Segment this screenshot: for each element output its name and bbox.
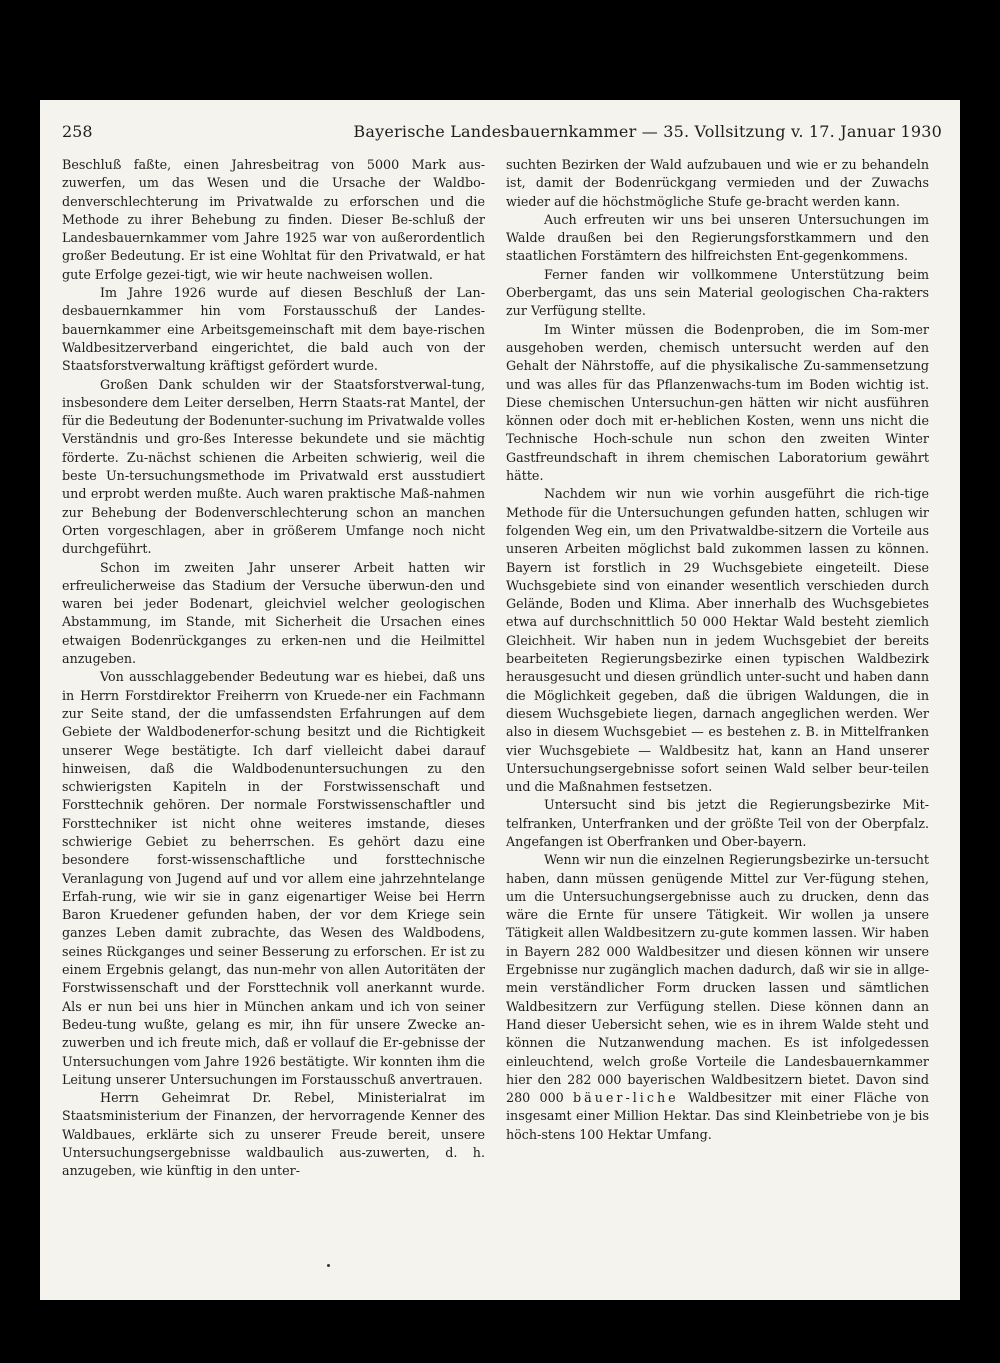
paragraph: Herrn Geheimrat Dr. Rebel, Ministerialrat im Staatsministerium der Finanzen, der hervorragende Kenner des Waldbaues, erklärte sich zu unserer Freude bereit, unsere Untersuchungsergebnisse waldbaulich aus-zuwerten, d. h. anzugeben, wie künftig in den unter- — [62, 1090, 485, 1179]
paragraph: Ferner fanden wir vollkommene Unterstützung beim Oberbergamt, das uns sein Material geologischen Cha-rakters zur Verfügung stellte. — [506, 266, 929, 319]
paragraph: Von ausschlaggebender Bedeutung war es hiebei, daß uns in Herrn Forstdirektor Freiherrn von Kruede-ner ein Fachmann zur Seite stand, der die umfassendsten Erfahrungen auf dem Gebiete der Waldbodenerfor-schung besitzt und die Richtigkeit unserer Wege bestätigte. Ich darf vielleicht dabei darauf hinweisen, daß die Waldbodenuntersuchungen zu den schwierigsten Kapiteln in der Forstwissenschaft und Forsttechnik gehören. Der normale Forstwissenschaftler und Forsttechniker ist nicht ohne weiteres imstande, dieses schwierige Gebiet zu beherrschen. Es gehört dazu eine besondere forst-wissenschaftliche und forsttechnische Veranlagung von Jugend auf und vor allem eine jahrzehntelange Erfah-rung, wie wir sie in ganz eigenartiger Weise bei Herrn Baron Kruedener gefunden haben, der vor dem Kriege sein ganzes Leben damit zubrachte, das Wesen des Waldbodens, seines Rückganges und seiner Besserung zu erforschen. Er ist zu einem Ergebnis gelangt, das nun-mehr von allen Autoritäten der Forstwissenschaft und der Forsttechnik voll anerkannt wurde. Als er nun bei uns hier in München ankam und ich von seiner Bedeu-tung wußte, gelang es mir, ihn für unsere Zwecke an-zuwerben und ich freute mich, daß er vollauf die Er-gebnisse der Untersuchungen vom Jahre 1926 bestätigte. Wir konnten ihm die Leitung unserer Untersuchungen im Forstausschuß anvertrauen. — [62, 669, 485, 1087]
running-head: Bayerische Landesbauernkammer — 35. Vollsitzung v. 17. Januar 1930 — [353, 122, 942, 141]
paragraph: Schon im zweiten Jahr unserer Arbeit hatten wir erfreulicherweise das Stadium der Versuche überwun-den und waren bei jeder Bodenart, gleichviel welcher geologischen Abstammung, im Stande, mit Sicherheit die Ursachen eines etwaigen Bodenrückganges zu erken-nen und die Heilmittel anzugeben. — [62, 559, 485, 667]
paragraph: suchten Bezirken der Wald aufzubauen und wie er zu behandeln ist, damit der Bodenrückgang vermieden und der Zuwachs wieder auf die höchstmögliche Stufe ge-bracht werden kann. — [506, 157, 929, 209]
paragraph: Großen Dank schulden wir der Staatsforstverwal-tung, insbesondere dem Leiter derselben, Herrn Staats-rat Mantel, der für die Bedeutung der Bodenunter-suchung im Privatwalde volles Verständnis und gro-ßes Interesse bekundete und sie mächtig förderte. Zu-nächst schienen die Arbeiten schwierig, weil die beste Un-tersuchungsmethode im Privatwald erst ausstudiert und erprobt werden mußte. Auch waren praktische Maß-nahmen zur Behebung der Bodenverschlechterung schon an manchen Orten vorgeschlagen, aber in größerem Umfange noch nicht durchgeführt. — [62, 376, 485, 557]
paragraph-text: Wenn wir nun die einzelnen Regierungsbezirke un-tersucht haben, dann müssen genügende Mittel zur Ver-fügung stehen, um die Untersuchungsergebnisse auch zu drucken, denn das wäre die Ernte für unsere Tätigkeit. Wir wollen ja unsere Tätigkeit allen Waldbesitzern zu-gute kommen lassen. Wir haben in Bayern 282 000 Waldbesitzer und diesen können wir unsere Ergebnisse nur zugänglich machen dadurch, daß wir sie in allge-mein verständlicher Form drucken lassen und sämtlichen Waldbesitzern zur Verfügung stellen. Diese können dann an Hand dieser Uebersicht sehen, wie es in ihrem Walde steht und können die Nutzanwendung machen. Es ist infolgedessen einleuchtend, welch große Vorteile die Landesbauernkammer hier den 282 000 bayerischen Waldbesitzern bietet. Davon sind 280 000 — [506, 852, 929, 1106]
paragraph: Untersucht sind bis jetzt die Regierungsbezirke Mit-telfranken, Unterfranken und der größte Teil von der Oberpfalz. Angefangen ist Oberfranken und Ober-bayern. — [506, 797, 929, 849]
right-column — [506, 156, 929, 1144]
paragraph: Im Winter müssen die Bodenproben, die im Som-mer ausgehoben werden, chemisch untersucht werden auf den Gehalt der Nährstoffe, auf die physikalische Zu-sammensetzung und was alles für das Pflanzenwachs-tum im Boden wichtig ist. Diese chemischen Untersuchun-gen hätten wir nicht ausführen können oder doch mit er-heblichen Kosten, wenn uns nicht die Technische Hoch-schule nun schon den zweiten Winter Gastfreundschaft in ihrem chemischen Laboratorium gewährt hätte. — [506, 321, 929, 484]
print-speck — [327, 1264, 330, 1267]
paragraph-text: Waldbesitzer mit einer Fläche von insgesamt einer Million Hektar. Das sind Kleinbetriebe von je bis höch-stens 100 Hektar Umfang. — [506, 1090, 929, 1142]
page-number: 258 — [62, 122, 93, 141]
paragraph: Auch erfreuten wir uns bei unseren Untersuchungen im Walde draußen bei den Regierungsforstkammern und den staatlichen Forstämtern des hilfreichsten Ent-gegenkommens. — [506, 211, 929, 264]
left-column — [62, 156, 485, 1181]
paragraph: Nachdem wir nun wie vorhin ausgeführt die rich-tige Methode für die Untersuchungen gefunden hatten, schlugen wir folgenden Weg ein, um den Privatwaldbe-sitzern die Vorteile aus unseren Arbeiten möglichst bald zukommen lassen zu können. Bayern ist forstlich in 29 Wuchsgebiete eingeteilt. Diese Wuchsgebiete sind von einander wesentlich verschieden durch Gelände, Boden und Klima. Aber innerhalb des Wuchsgebietes etwa auf durchschnittlich 50 000 Hektar Wald besteht ziemlich Gleichheit. Wir haben nun in jedem Wuchsgebiet der bereits bearbeiteten Regierungsbezirke einen typischen Waldbezirk herausgesucht und diesen gründlich unter-sucht und haben dann die Möglichkeit gegeben, daß die übrigen Waldungen, die in diesem Wuchsgebiete liegen, darnach angeglichen werden. Wer also in diesem Wuchsgebiet — es bestehen z. B. in Mittelfranken vier Wuchsgebiete — Waldbesitz hat, kann an Hand unserer Untersuchungsergebnisse sofort seinen Wald selber beur-teilen und die Maßnahmen festsetzen. — [506, 486, 929, 795]
paragraph: Im Jahre 1926 wurde auf diesen Beschluß der Lan-desbauernkammer hin vom Forstausschuß der Landes-bauernkammer eine Arbeitsgemeinschaft mit dem baye-rischen Waldbesitzerverband eingerichtet, die bald auch von der Staatsforstverwaltung kräftigst gefördert wurde. — [62, 285, 485, 374]
paragraph: Beschluß faßte, einen Jahresbeitrag von 5000 Mark aus-zuwerfen, um das Wesen und die Ursache der Waldbo-denverschlechterung im Privatwalde zu erforschen und die Methode zu ihrer Behebung zu finden. Dieser Be-schluß der Landesbauernkammer vom Jahre 1925 war von außerordentlich großer Bedeutung. Er ist eine Wohltat für den Privatwald, er hat gute Erfolge gezei-tigt, wie wir heute nachweisen wollen. — [62, 157, 485, 282]
emphasized-word: bäuer-liche — [573, 1090, 679, 1106]
document-page — [40, 100, 960, 1300]
paragraph — [506, 851, 929, 1144]
page-header — [62, 118, 942, 148]
